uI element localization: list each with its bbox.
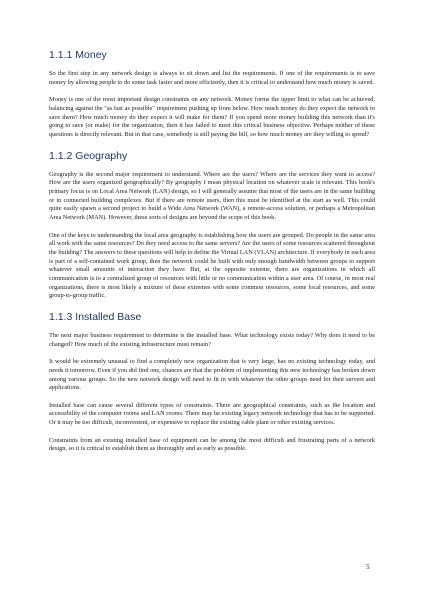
- paragraph: Money is one of the most important design constraints on any network. Money forms the upper limit to what can be achieved, balancing against the "as fast as possible" requirement pushing up from below. How much money do they expect the network to save them? How much money do they expect it will make for them? If you spend more money building this network than it's going to save (or make) for the organization, then it has failed to meet this critical business objective. Perhaps neither of these questions is directly relevant. But in that case, somebody is still paying the bill, so how much money are they willing to spend?: [49, 96, 375, 138]
- section-money: [49, 49, 375, 140]
- paragraph: Constraints from an existing installed base of equipment can be among the most difficult and frustrating parts of a network design, so it is critical to establish them as thoroughly and as early as possible.: [49, 436, 375, 453]
- paragraph: One of the keys to understanding the local area geography is establishing how the users are grouped. Do people in the same area all work with the same resources? Do they need access to the same servers? Are the users of some resources scattered throughout the building? The answers to these questions will help to define the Virtual LAN (VLAN) architecture. If everybody in each area is part of a self-contained work group, then the network could be built with only enough bandwidth between groups to support whatever small amounts of interaction they have. But, at the opposite extreme, there are organizations in which all communication is to a centralized group of resources with little or no communication within a user area. Of course, in most real organizations, there is most likely a mixture of these extremes with some common resources, some local resources, and some group-to-group traffic.: [49, 231, 375, 300]
- section-heading-installed-base: 1.1.3 Installed Base: [49, 311, 142, 324]
- section-geography: [49, 150, 375, 302]
- paragraph: Installed base can cause several different types of constraints. There are geographical constraints, such as the location and accessibility of the computer rooms and LAN rooms. There may be existing legacy network technology that has to be supported. Or it may be too difficult, inconvenient, or expensive to replace the existing cable plant or other existing services.: [49, 401, 375, 427]
- page-number: 5: [366, 563, 370, 571]
- section-heading-money: 1.1.1 Money: [49, 49, 107, 61]
- page-content: [49, 49, 375, 463]
- paragraph: So the first step in any network design is always to sit down and list the requirements. If one of the requirements is to save money by allowing people to do some task faster and more efficiently, then it is critical to understand how much money is saved.: [49, 70, 375, 86]
- section-heading-geography: 1.1.2 Geography: [49, 149, 128, 162]
- paragraph: It would be extremely unusual to find a completely new organization that is very large, has no existing technology today, and needs it tomorrow. Even if you did find one, chances are that the problem of implementing this new technology has broken down among various groups. So the new network design will need to fit in with whatever the other groups need for their servers and applications.: [49, 358, 375, 392]
- paragraph: Geography is the second major requirement to understand. Where are the users? Where are the services they want to access? How are the users organized geographically? By geography I mean physical location on whatever scale is relevant. This book's primary focus is on Local Area Network (LAN) design, so I will generally assume that most of the users are in the same building or in connected building complexes. But if there are remote users, then this must be identified at the start as well. This could quite easily spawn a second project to build a Wide Area Network (WAN), a remote-access solution, or perhaps a Metropolitan Area Network (MAN). However, these sorts of designs are beyond the scope of this book.: [49, 170, 375, 222]
- section-installed-base: [49, 311, 375, 454]
- paragraph: The next major business requirement to determine is the installed base. What technology exists today? Why does it need to be changed? How much of the existing infrastructure must remain?: [49, 332, 375, 348]
